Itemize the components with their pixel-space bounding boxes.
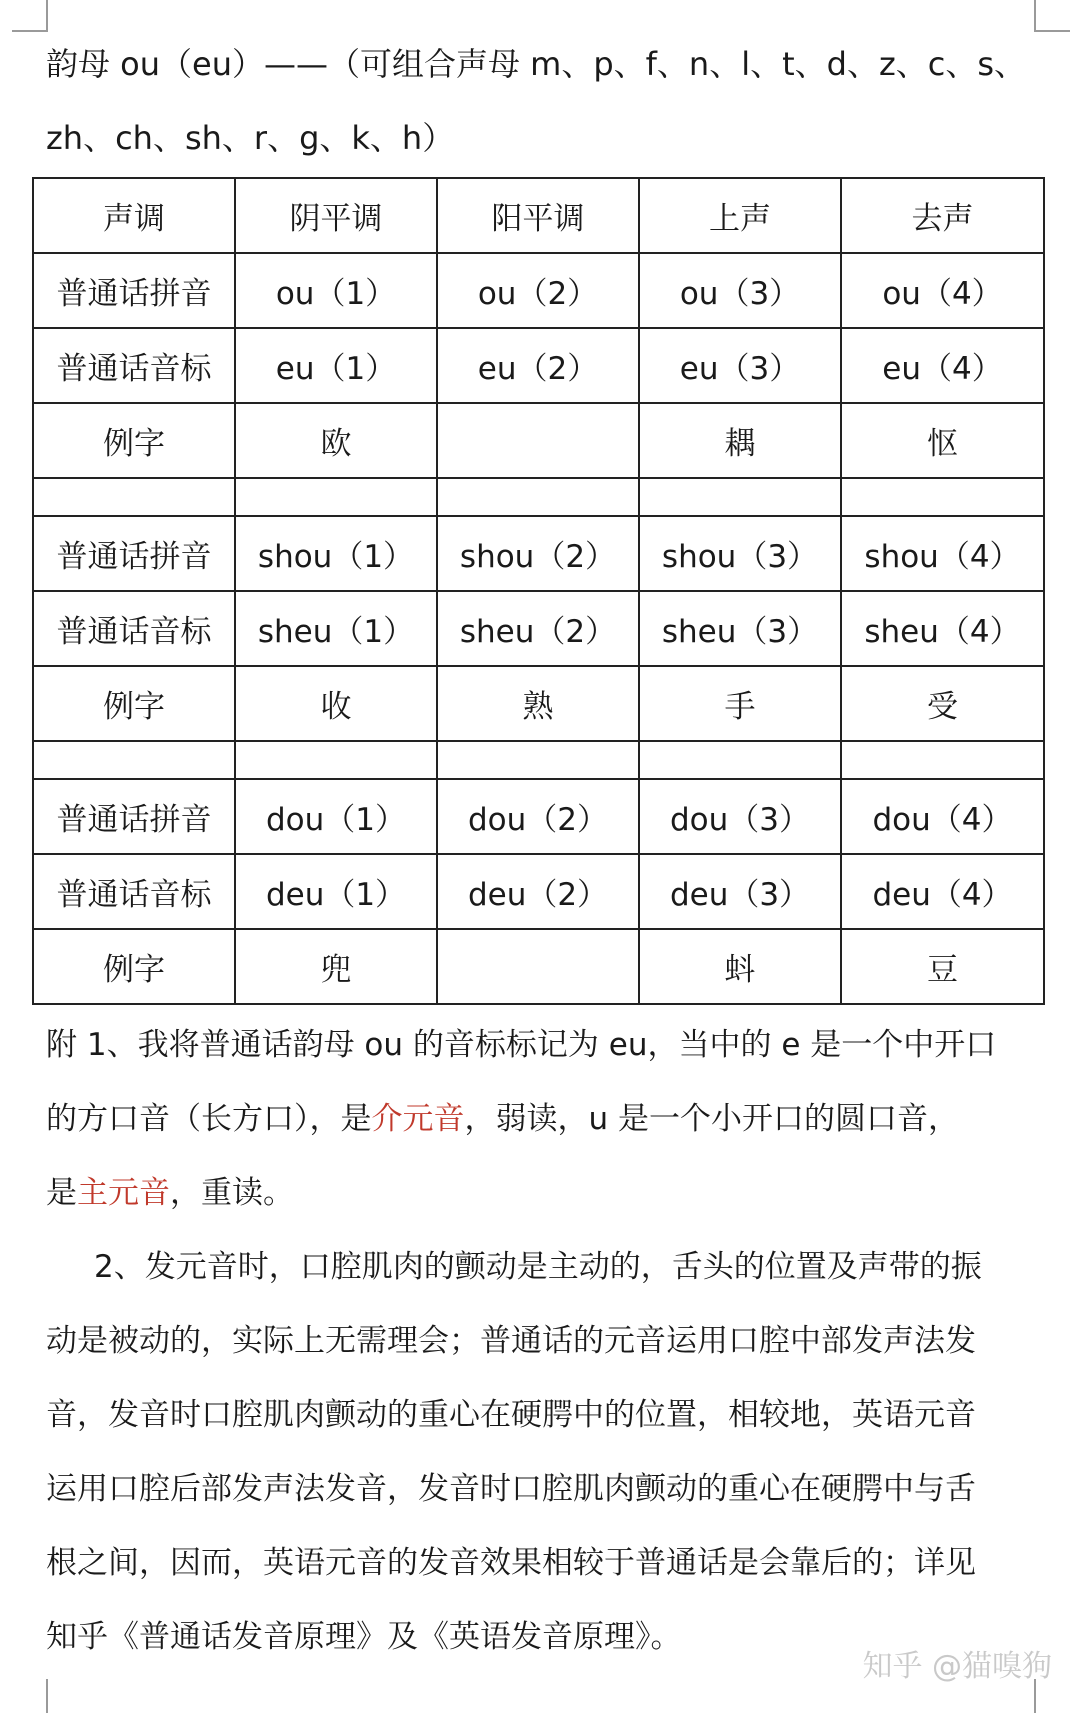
table-row-pinyin — [33, 779, 1044, 854]
table-row-phonetic — [33, 591, 1044, 666]
table-cell — [437, 929, 639, 1004]
empty-cell — [841, 741, 1044, 779]
empty-cell — [437, 478, 639, 516]
note-1-text: ，弱读，u 是一个小开口的圆口音， — [464, 1101, 959, 1137]
heading-line-2: zh、ch、sh、r、g、k、h） — [46, 119, 455, 157]
note-1-line-2 — [46, 1082, 1046, 1156]
table-cell: sheu（2） — [437, 591, 639, 666]
note-2-line: 运用口腔后部发声法发音，发音时口腔肌肉颤动的重心在硬腭中与舌 — [46, 1471, 976, 1507]
header-cell: 上声 — [639, 178, 841, 253]
highlight-term: 主元音 — [77, 1175, 170, 1211]
table-cell: dou（3） — [639, 779, 841, 854]
table-cell: sheu（3） — [639, 591, 841, 666]
table-cell: 欧 — [235, 403, 437, 478]
table-cell: shou（3） — [639, 516, 841, 591]
note-2-line: 根之间，因而，英语元音的发音效果相较于普通话是会靠后的；详见 — [46, 1545, 976, 1581]
table-spacer-row — [33, 478, 1044, 516]
empty-cell — [235, 478, 437, 516]
zhihu-watermark: 知乎 @猫嗅狗 — [862, 1649, 1052, 1684]
table-cell: ou（2） — [437, 253, 639, 328]
table-cell: 豆 — [841, 929, 1044, 1004]
header-cell: 去声 — [841, 178, 1044, 253]
crop-mark-top-right — [1034, 0, 1070, 32]
table-cell: deu（4） — [841, 854, 1044, 929]
table-cell: 手 — [639, 666, 841, 741]
empty-cell — [437, 741, 639, 779]
table-cell: 收 — [235, 666, 437, 741]
empty-cell — [33, 478, 235, 516]
crop-mark-top-left — [12, 0, 48, 32]
table-cell: shou（1） — [235, 516, 437, 591]
row-label: 普通话拼音 — [33, 516, 235, 591]
table-cell: eu（2） — [437, 328, 639, 403]
header-cell: 阳平调 — [437, 178, 639, 253]
note-1-line-3 — [46, 1156, 1046, 1230]
note-1-text: 是 — [46, 1175, 77, 1211]
table-cell: deu（2） — [437, 854, 639, 929]
empty-cell — [639, 741, 841, 779]
table-cell: sheu（4） — [841, 591, 1044, 666]
table-cell — [437, 403, 639, 478]
table-cell: deu（3） — [639, 854, 841, 929]
table-row-phonetic — [33, 328, 1044, 403]
table-cell: 熟 — [437, 666, 639, 741]
table-cell: ou（1） — [235, 253, 437, 328]
note-1-text: 的方口音（长方口），是 — [46, 1101, 372, 1137]
table-cell: dou（4） — [841, 779, 1044, 854]
table-row-example — [33, 403, 1044, 478]
table-cell: shou（4） — [841, 516, 1044, 591]
heading-line-1: 韵母 ou（eu）——（可组合声母 m、p、f、n、l、t、d、z、c、s、 — [46, 45, 1027, 83]
table-spacer-row — [33, 741, 1044, 779]
tone-table — [32, 177, 1045, 1005]
row-label: 普通话拼音 — [33, 253, 235, 328]
note-1-text: ，重读。 — [170, 1175, 294, 1211]
crop-mark-bottom-left — [12, 1679, 48, 1713]
empty-cell — [841, 478, 1044, 516]
table-row-example — [33, 929, 1044, 1004]
table-row-example — [33, 666, 1044, 741]
table-row-phonetic — [33, 854, 1044, 929]
row-label: 普通话拼音 — [33, 779, 235, 854]
table-header-row — [33, 178, 1044, 253]
table-cell: 受 — [841, 666, 1044, 741]
table-row-pinyin — [33, 253, 1044, 328]
note-2-line: 音，发音时口腔肌肉颤动的重心在硬腭中的位置，相较地，英语元音 — [46, 1397, 976, 1433]
table-cell: ou（4） — [841, 253, 1044, 328]
empty-cell — [639, 478, 841, 516]
table-cell: sheu（1） — [235, 591, 437, 666]
note-1 — [46, 1008, 1046, 1230]
table-cell: 怄 — [841, 403, 1044, 478]
note-1-line-1: 附 1、我将普通话韵母 ou 的音标标记为 eu，当中的 e 是一个中开口 — [46, 1027, 997, 1063]
row-label: 例字 — [33, 403, 235, 478]
row-label: 例字 — [33, 666, 235, 741]
note-2 — [46, 1230, 1046, 1674]
table-cell: shou（2） — [437, 516, 639, 591]
header-cell: 阴平调 — [235, 178, 437, 253]
table-cell: ou（3） — [639, 253, 841, 328]
note-2-line: 2、发元音时，口腔肌肉的颤动是主动的，舌头的位置及声带的振 — [94, 1249, 982, 1285]
table-cell: 耦 — [639, 403, 841, 478]
highlight-term: 介元音 — [371, 1101, 465, 1137]
table-cell: eu（3） — [639, 328, 841, 403]
note-2-line: 动是被动的，实际上无需理会；普通话的元音运用口腔中部发声法发 — [46, 1323, 976, 1359]
row-label: 例字 — [33, 929, 235, 1004]
table-cell: 兜 — [235, 929, 437, 1004]
row-label: 普通话音标 — [33, 854, 235, 929]
row-label: 普通话音标 — [33, 328, 235, 403]
table-cell: dou（1） — [235, 779, 437, 854]
table-cell: eu（4） — [841, 328, 1044, 403]
row-label: 普通话音标 — [33, 591, 235, 666]
empty-cell — [235, 741, 437, 779]
table-cell: eu（1） — [235, 328, 437, 403]
table-cell: dou（2） — [437, 779, 639, 854]
table-cell: 蚪 — [639, 929, 841, 1004]
table-row-pinyin — [33, 516, 1044, 591]
header-cell: 声调 — [33, 178, 235, 253]
empty-cell — [33, 741, 235, 779]
note-2-line: 知乎《普通话发音原理》及《英语发音原理》。 — [46, 1619, 682, 1655]
table-cell: deu（1） — [235, 854, 437, 929]
